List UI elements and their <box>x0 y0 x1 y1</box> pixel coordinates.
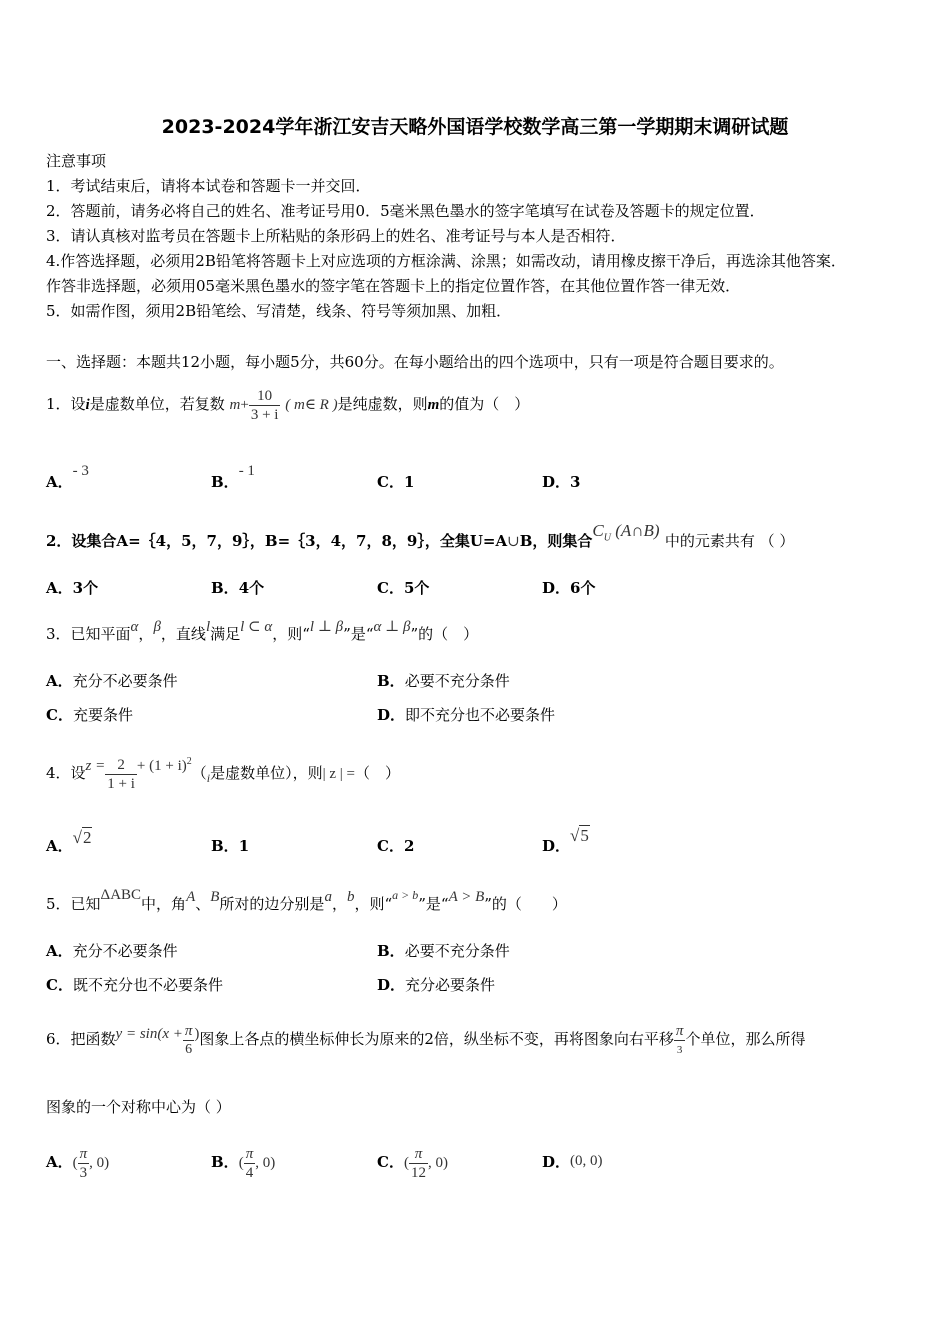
question-4: 4．设z = $\frac{2}{1 + i}$ + $(1 + i)^2(_i$是虚数单位），则| z | =（ ） <box>46 756 400 792</box>
option-b[interactable]: B．必要不充分条件 <box>377 672 510 690</box>
option-c[interactable]: C．2 <box>377 837 415 855</box>
question-1: 1．设i是虚数单位，若复数 m+ $\frac{10}{3 + i}$ ( m∈ R )是纯虚数，则m的值为（ ） <box>46 387 530 423</box>
fraction: $\frac{\pi}{3}$ <box>79 1145 88 1181</box>
option-c[interactable]: C．1 <box>377 473 415 491</box>
option-d[interactable]: D．3 <box>542 473 581 491</box>
option-c[interactable]: C．既不充分也不必要条件 <box>46 976 223 994</box>
notice-item: 作答非选择题，必须用05毫米黑色墨水的签字笔在答题卡上的指定位置作答，在其他位置作答一律无效． <box>46 277 741 295</box>
option-b[interactable]: B．必要不充分条件 <box>377 942 510 960</box>
notice-item: 2．答题前，请务必将自己的姓名、准考证号用0．5毫米黑色墨水的签字笔填写在试卷及答题卡的规定位置． <box>46 202 765 220</box>
page-title: 2023-2024学年浙江安吉天略外国语学校数学高三第一学期期末调研试题 <box>161 116 789 138</box>
option-b[interactable]: B．- 1 <box>211 463 255 491</box>
question-5: 5．已知ΔABC中，角A、B所对的边分别是a，b，则“$^{a > b}$”是“A > B”的（ ） <box>46 887 567 913</box>
option-c[interactable]: C．充要条件 <box>46 706 133 724</box>
notice-item: 1．考试结束后，请将本试卷和答题卡一并交回． <box>46 177 371 195</box>
option-d[interactable]: D．即不充分也不必要条件 <box>377 706 556 724</box>
option-c[interactable]: C．5个 <box>377 579 430 597</box>
notice-item: 3．请认真核对监考员在答题卡上所粘贴的条形码上的姓名、准考证号与本人是否相符． <box>46 227 626 245</box>
section-heading: 一、选择题：本题共12小题，每小题5分，共60分。在每小题给出的四个选项中，只有一项是符合题目要求的。 <box>46 353 784 371</box>
fraction: $\frac{\pi}{3}$ <box>675 1022 684 1056</box>
option-b[interactable]: B．1 <box>211 837 250 855</box>
option-d[interactable]: D．6个 <box>542 579 596 597</box>
question-6: 6．把函数y = sin(x + $\frac{\pi}{6}$ )图象上各点的横坐标伸长为原来的2倍，纵坐标不变，再将图象向右平移 $\frac{\pi}{3}$ 个单位，那么所得 <box>46 1022 806 1057</box>
option-a[interactable]: A．充分不必要条件 <box>46 672 178 690</box>
fraction: $\frac{\pi}{4}$ <box>245 1145 254 1181</box>
option-a[interactable]: A．( $\frac{\pi}{3}$ , 0) <box>46 1145 110 1181</box>
option-a[interactable]: A．√2 <box>46 828 92 855</box>
notice-item: 4.作答选择题，必须用2B铅笔将答题卡上对应选项的方框涂满、涂黑；如需改动，请用橡皮擦干净后，再选涂其他答案． <box>46 252 846 270</box>
fraction: $\frac{\pi}{12}$ <box>410 1145 426 1181</box>
question-2: 2．设集合A=｛4，5，7，9｝，B=｛3，4，7，8，9｝，全集U=A∪B，则集合$C_U$ (A∩B) 中的元素共有 （ ） <box>46 521 795 550</box>
option-d[interactable]: D．充分必要条件 <box>377 976 496 994</box>
option-b[interactable]: B．4个 <box>211 579 265 597</box>
option-d[interactable]: D．√5 <box>542 826 589 855</box>
notice-heading: 注意事项 <box>46 152 107 170</box>
option-a[interactable]: A．- 3 <box>46 463 89 491</box>
option-b[interactable]: B．( $\frac{\pi}{4}$ , 0) <box>211 1145 276 1181</box>
question-3: 3．已知平面α，β，直线l满足l ⊂ α，则“l ⊥ β”是“α ⊥ β”的（ ） <box>46 619 479 643</box>
question-6-line2: 图象的一个对称中心为（ ） <box>46 1098 231 1116</box>
option-d[interactable]: D．(0, 0) <box>542 1153 603 1171</box>
option-a[interactable]: A．3个 <box>46 579 99 597</box>
fraction: $\frac{2}{1 + i}$ <box>107 756 135 792</box>
fraction: $\frac{\pi}{6}$ <box>184 1022 193 1057</box>
option-c[interactable]: C．( $\frac{\pi}{12}$ , 0) <box>377 1145 448 1181</box>
option-a[interactable]: A．充分不必要条件 <box>46 942 178 960</box>
fraction: $\frac{10}{3 + i}$ <box>250 387 279 423</box>
notice-item: 5．如需作图，须用2B铅笔绘、写清楚，线条、符号等须加黑、加粗． <box>46 302 512 320</box>
